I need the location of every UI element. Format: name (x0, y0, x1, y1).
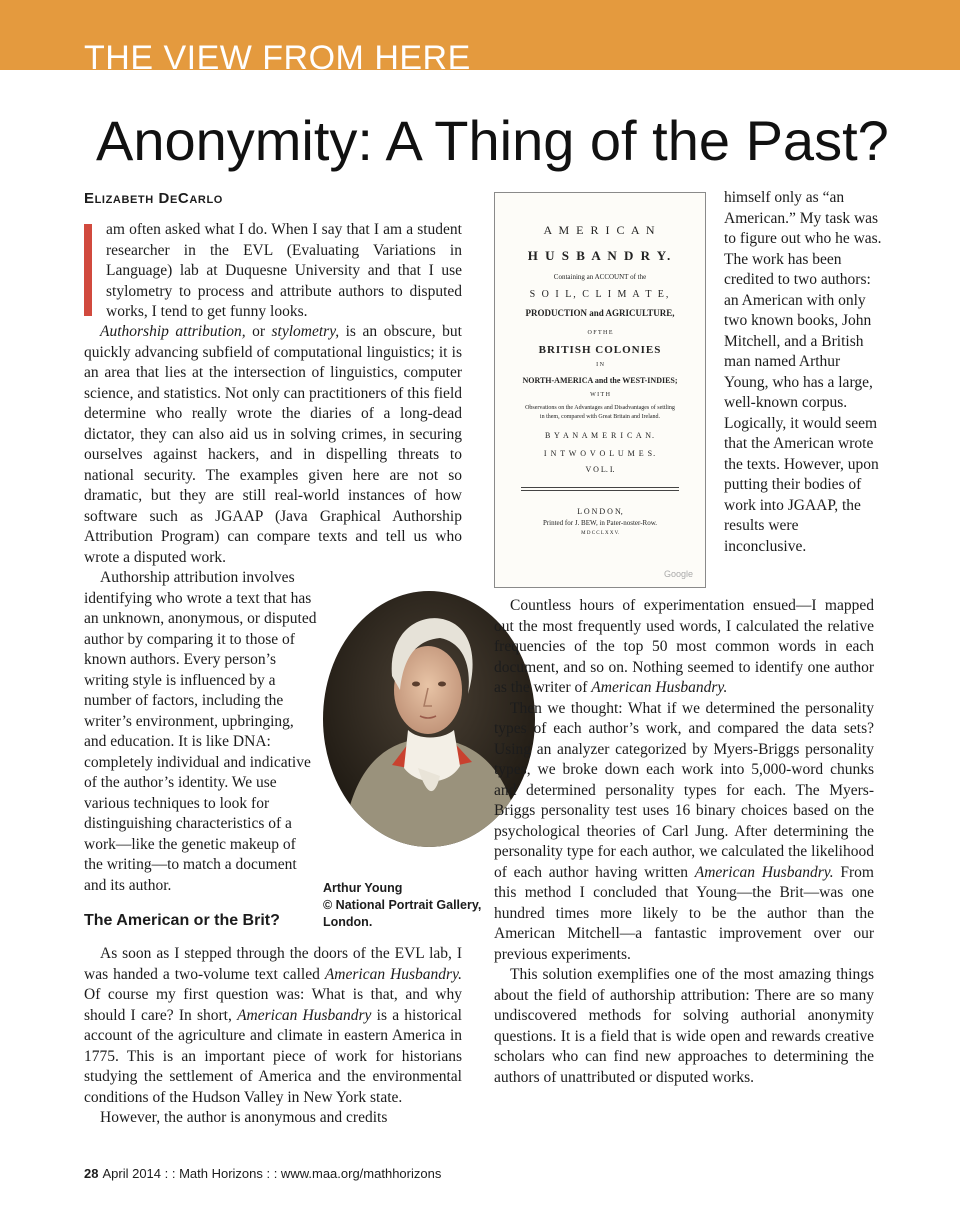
title-page-line: NORTH-AMERICA and the WEST-INDIES; (522, 376, 678, 385)
footer-text: April 2014 : : Math Horizons : : www.maa.org/mathhorizons (102, 1166, 442, 1181)
book-title: American Husbandry. (324, 965, 462, 983)
drop-cap-bar (84, 224, 92, 316)
paragraph-8: This solution exemplifies one of the most amazing things about the field of authorship attribution: There are so many undiscovered methods for solving authorial anonymity questions. It is a field that is wide open and rewards creative scholars who can find new approaches to determining the authors of unattributed or disputed works. (494, 966, 874, 1086)
title-page-scan (494, 192, 706, 588)
paragraph-5-start: However, the author is anonymous and credits (100, 1109, 388, 1126)
intro-text: am often asked what I do. When I say that I am a student researcher in the EVL (Evaluating Variations in Language) lab at Duquesne University and that I use stylometry to process and attribute authors to disputed works, I tend to get funny looks. (106, 221, 462, 320)
title-page-line: I N T W O V O L U M E S. (543, 449, 657, 458)
column-right-upper (724, 188, 884, 557)
title-page-rule (521, 487, 679, 488)
title-page-line: in them, compared with Great Britain and Ireland. (539, 414, 661, 420)
para4-a: As soon as I stepped through the doors of the EVL lab, I was handed a two-volume text called (84, 945, 462, 983)
title-page-line: B Y A N A M E R I C A N. (544, 431, 656, 440)
paragraph-4 (84, 944, 462, 1108)
caption-line: © National Portrait Gallery, (323, 898, 482, 912)
title-page-line: H U S B A N D R Y. (527, 248, 673, 263)
column-left-lower (84, 944, 462, 1129)
paragraph-5-continued: himself only as “an American.” My task was to figure out who he was. The work has been credited to two authors: an American with only two known books, John Mitchell, and a British man named Arthur Young, who has a large, well-known corpus. Logically, it would seem that the American wrote the texts. However, upon putting their bodies of work into JGAAP, the results were inconclusive. (724, 189, 882, 555)
title-page-line: V O L. I. (585, 465, 615, 474)
book-title: American Husbandry (237, 1006, 372, 1024)
author-byline: Elizabeth DeCarlo (84, 190, 223, 207)
page-footer (84, 1166, 441, 1181)
term-stylometry: stylometry, (271, 323, 340, 340)
column-left-narrow (84, 568, 318, 896)
section-banner (0, 0, 960, 77)
column-right-lower (494, 596, 874, 1088)
para7-b: From this method I concluded that Young—the Brit—was one hundred times more likely to be the author than the American Mitchell—a fantastic improvement over our previous experiments. (494, 863, 874, 963)
title-page-line: Printed for J. BEW, in Pater-noster-Row. (542, 519, 658, 527)
title-page-line: Containing an ACCOUNT of the (553, 273, 647, 281)
intro-paragraph (106, 220, 462, 323)
term-authorship-attribution: Authorship attribution, (100, 323, 246, 340)
title-page-line: Observations on the Advantages and Disadvantages of settling (525, 405, 675, 411)
subheading: The American or the Brit? (84, 912, 280, 929)
title-page-line: S O I L, C L I M A T E, (529, 289, 671, 300)
title-page-line: I N (596, 362, 604, 368)
title-page-line: L O N D O N, (577, 507, 623, 516)
para7-a: Then we thought: What if we determined the personality types of each author’s work, and compared the data sets? Using an analyzer categorized by Myers-Briggs personality types, we broke down each work into 5,000-word chunks and determined personality types for each. The Myers-Briggs personality test uses 16 binary choices based on the psychological theories of Carl Jung. After determining the personality type for each author, we calculated the likelihood of each author having written (494, 699, 874, 881)
caption-line: Arthur Young (323, 881, 403, 895)
portrait-caption (323, 880, 481, 931)
title-page-line: O F T H E (587, 330, 613, 336)
column-left-upper (84, 322, 462, 568)
title-page-line: PRODUCTION and AGRICULTURE, (525, 308, 675, 318)
paragraph-2 (84, 322, 462, 568)
section-title: THE VIEW FROM HERE (84, 39, 471, 77)
article-title: Anonymity: A Thing of the Past? (96, 109, 889, 172)
book-title: American Husbandry. (591, 679, 728, 696)
paragraph-3: Authorship attribution involves identifying who wrote a text that has an unknown, anonymous, or disputed author by comparing it to those of known authors. Every person’s writing style is influenced by a number of factors, including the writer’s environment, upbringing, and education. It is like DNA: completely individual and indicative of the author’s identity. We use various techniques to look for distinguishing characteristics of a work—like the genetic makeup of the writing—to match a document and its author. (84, 569, 317, 894)
caption-line: London. (323, 915, 373, 929)
para2-rest: is an obscure, but quickly advancing subfield of computational linguistics; it is an area that lies at the intersection of linguistics, computer science, and statistics. Not only can practitioners of this field determine who really wrote the diaries of a long-dead dictator, they can also aid us in solving crimes, in securing ourselves against hackers, and in dispelling threats to national security. The examples given here are not so dramatic, but they are still real-world instances of how software such as JGAAP (Java Graphical Authorship Attribution Program) can compare texts and tell us who wrote a disputed work. (84, 323, 462, 566)
para2-mid: or (245, 323, 272, 340)
title-page-line: BRITISH COLONIES (538, 344, 662, 356)
title-page-rule (521, 490, 679, 491)
para4-b: Of course my first question was: What is that, and why should I care? In short, (84, 986, 462, 1024)
title-page-line: M D C C L X X V. (581, 531, 619, 536)
book-title: American Husbandry. (694, 863, 834, 881)
google-watermark: Google (663, 569, 693, 579)
page-number: 28 (84, 1166, 99, 1181)
title-page-line: W I T H (590, 392, 610, 398)
para6-a: Countless hours of experimentation ensued—I mapped out the most frequently used words, I calculated the relative frequencies of the top 50 most common words in each document, and so on. Nothing seemed to identify one author as the writer of (494, 597, 874, 696)
para4-c: is a historical account of the agriculture and climate in eastern America in 1775. This is an important piece of work for historians studying the settlement of America and the environmental conditions of the Hudson Valley in New York state. (84, 1006, 462, 1106)
paragraph-6 (494, 596, 874, 699)
title-page-line: A M E R I C A N (543, 223, 657, 237)
paragraph-7 (494, 699, 874, 966)
